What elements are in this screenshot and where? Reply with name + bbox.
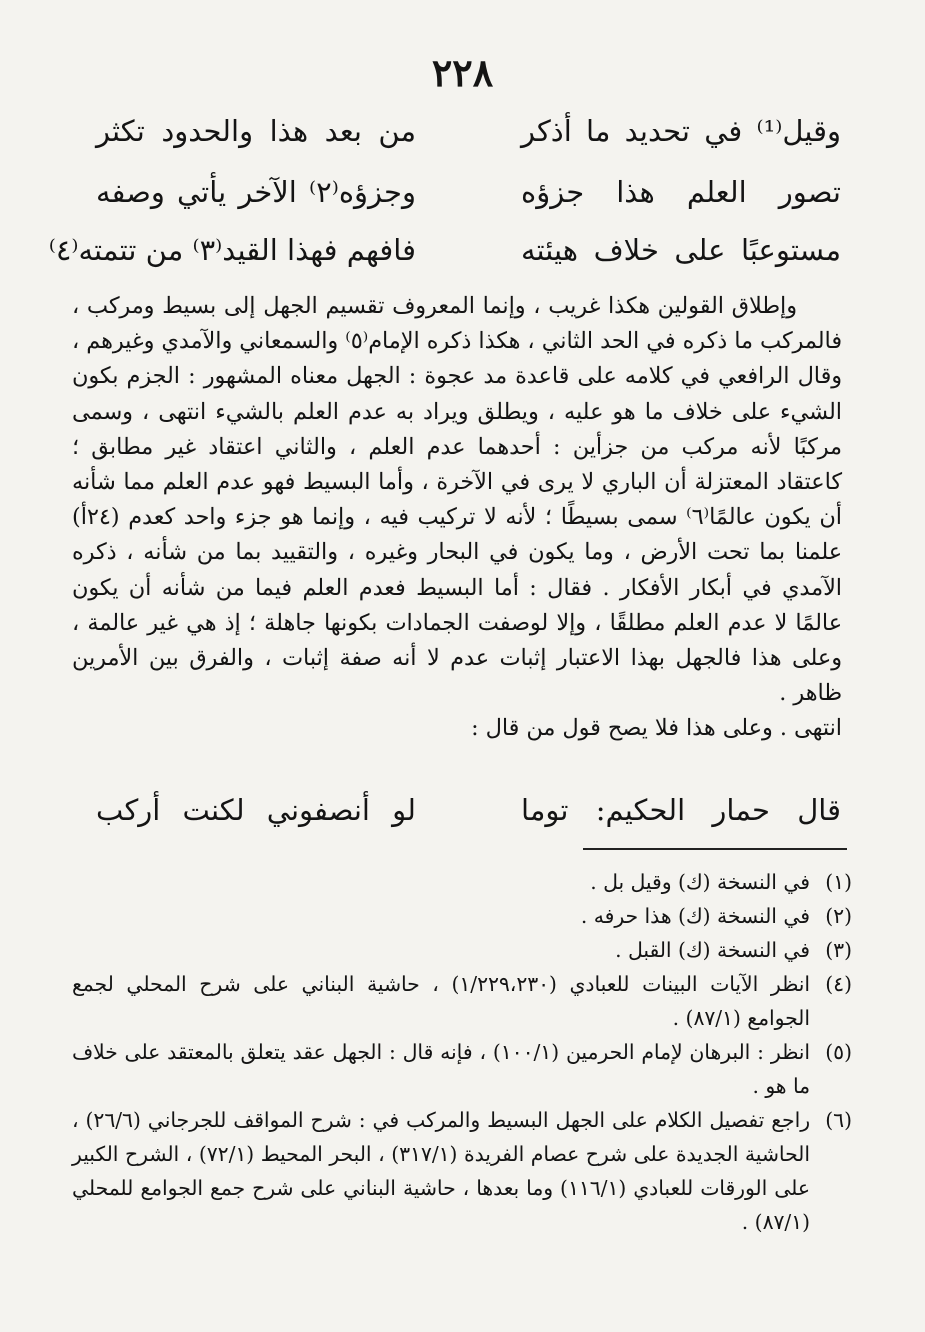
verse-3-second-hemistich: فافهم فهذا القيد⁽٣⁾ من تتمته⁽٤⁾ — [48, 233, 416, 267]
prose-text — [72, 289, 842, 747]
footnotes — [72, 865, 852, 1239]
footnote-text: في النسخة (ك) القبل . — [615, 938, 810, 962]
footnote-text: انظر الآيات البينات للعبادي (١/٢٢٩،٢٣٠) ، حاشية البناني على شرح المحلي لجمع الجوامع (٨٧/١) . — [72, 972, 810, 1030]
verse-3-first-hemistich: مستوعبًا على خلاف هيئته — [521, 233, 841, 267]
prose-paragraph-2: انتهى . وعلى هذا فلا يصح قول من قال : — [471, 715, 842, 742]
footnote — [72, 865, 852, 899]
last-verse-second-hemistich: لو أنصفوني لكنت أركب — [96, 793, 416, 827]
footnote-number: (٣) — [825, 938, 852, 962]
footnote-text: انظر : البرهان لإمام الحرمين (١٠٠/١) ، فإنه قال : الجهل عقد يتعلق بالمعتقد على خلاف ما هو . — [72, 1040, 810, 1098]
verse-2-first-hemistich: تصور العلم هذا جزؤه — [521, 175, 841, 209]
verse-2-second-hemistich: وجزؤه⁽٢⁾ الآخر يأتي وصفه — [96, 175, 416, 209]
footnote — [72, 1103, 852, 1239]
page-number: ٢٢٨ — [431, 50, 494, 95]
footnote — [72, 899, 852, 933]
footnote-text: راجع تفصيل الكلام على الجهل البسيط والمركب في : شرح المواقف للجرجاني (٢٦/٦) ، الحاشية الجديدة على شرح عصام الفريدة (٣١٧/١) ، البحر المحيط (٧٢/١) ، الشرح الكبير على الورقات للعبادي (١١٦/١) وما بعدها ، حاشية البناني على شرح جمع الجوامع للمحلي (٨٧/١) . — [72, 1108, 811, 1234]
footnote-number: (٢) — [825, 904, 852, 928]
verse-1-second-hemistich: من بعد هذا والحدود تكثر — [96, 114, 416, 148]
footnote — [72, 967, 852, 1035]
footnote-number: (٤) — [825, 972, 852, 996]
footnote — [72, 933, 852, 967]
last-verse-first-hemistich: قال حمار الحكيم: توما — [521, 793, 841, 827]
prose-paragraph-1: وإطلاق القولين هكذا غريب ، وإنما المعروف تقسيم الجهل إلى بسيط ومركب ، فالمركب ما ذكره في الحد الثاني ، هكذا ذكره الإمام⁽٥⁾ والسمعاني والآمدي وغيرهم ، وقال الرافعي في كلامه على قاعدة مد عجوة : الجهل معناه المشهور : الجزم بكون الشيء على خلاف ما هو عليه ، ويطلق ويراد به عدم العلم بالشيء انتهى ، وسمى مركبًا لأنه مركب من جزأين : أحدهما عدم العلم ، والثاني اعتقاد غير مطابق ؛ كاعتقاد المعتزلة أن الباري لا يرى في الآخرة ، وأما البسيط فهو عدم العلم مما شأنه أن يكون عالمًا⁽٦⁾ سمى بسيطًا ؛ لأنه لا تركيب فيه ، وإنما هو جزء واحد كعدم (٢٤أ) علمنا بما تحت الأرض ، وما يكون في البحار وغيره ، والتقييد بما من شأنه ، ذكره الآمدي في أبكار الأفكار . فقال : أما البسيط فعدم العلم فيما من شأنه أن يكون عالمًا لا عدم العلم مطلقًا ، وإلا لوصفت الجمادات بكونها جاهلة ؛ إذ هي غير عالمة ، وعلى هذا فالجهل بهذا الاعتبار إثبات عدم لا أنه صفة إثبات ، والفرق بين الأمرين ظاهر . — [72, 293, 842, 707]
footnote-number: (٦) — [825, 1108, 852, 1132]
footnote-number: (٥) — [825, 1040, 852, 1064]
footnote — [72, 1035, 852, 1103]
verse-1-first-hemistich: وقيل⁽¹⁾ في تحديد ما أذكر — [521, 114, 841, 148]
footnote-separator — [583, 848, 847, 850]
footnote-text: في النسخة (ك) وقيل بل . — [590, 870, 810, 894]
footnote-text: في النسخة (ك) هذا حرفه . — [580, 904, 810, 928]
footnote-number: (١) — [825, 870, 852, 894]
